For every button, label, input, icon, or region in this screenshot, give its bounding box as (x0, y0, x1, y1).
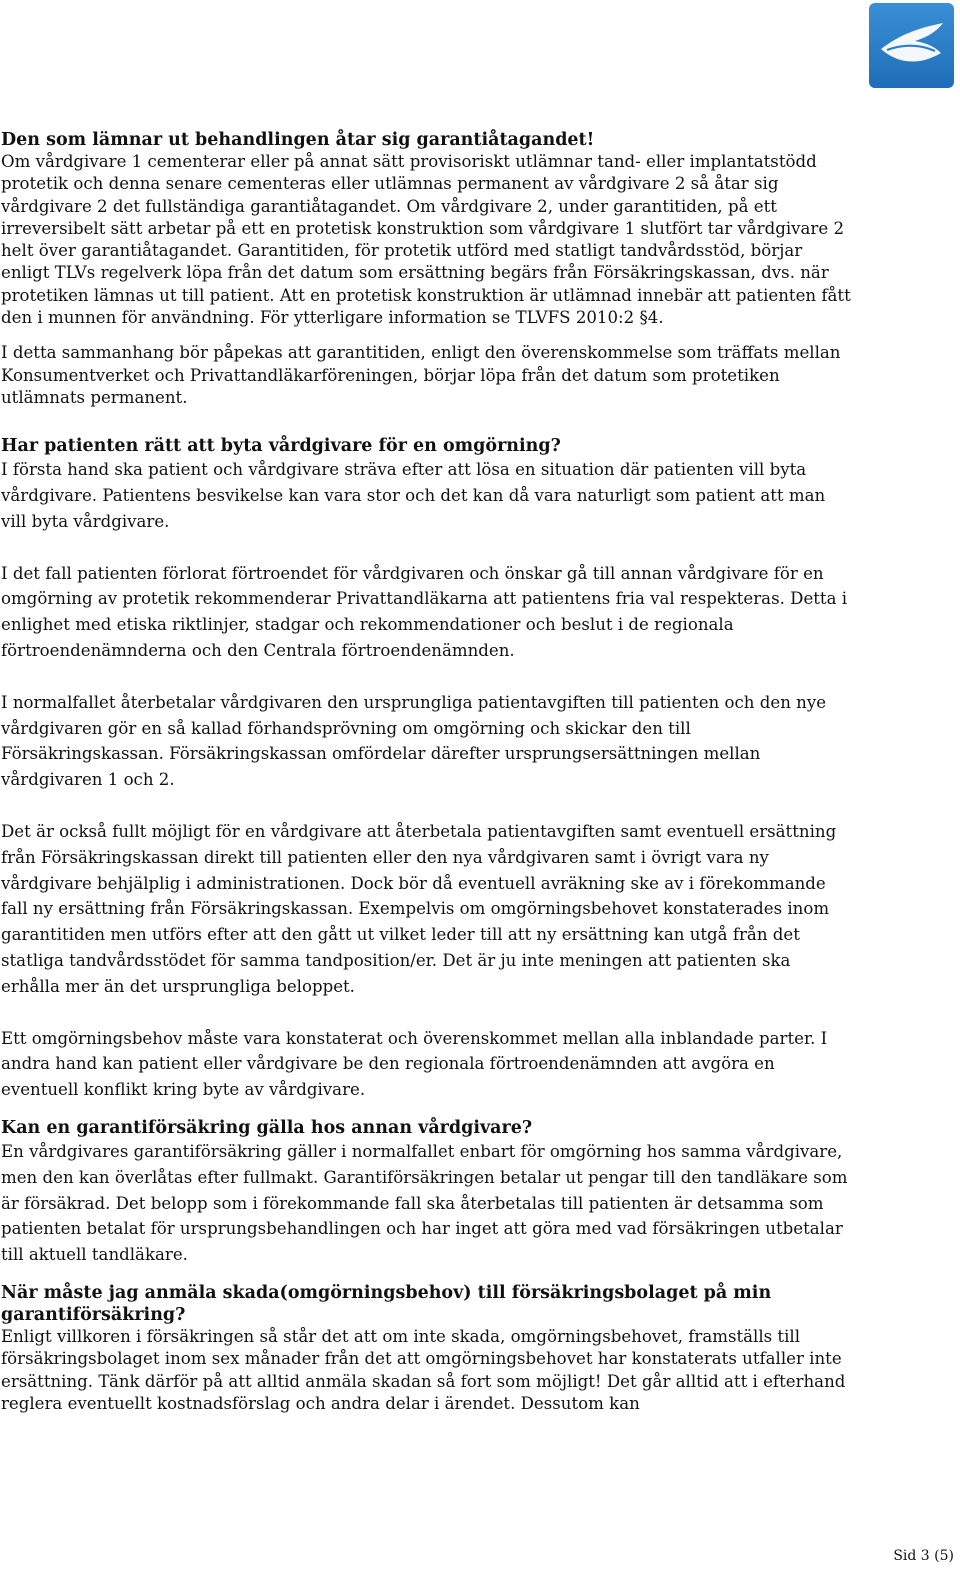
body-paragraph: I normalfallet återbetalar vårdgivaren den ursprungliga patientavgiften till patienten och den nye vårdgivaren gör en så kallad förhandsprövning om omgörning och skickar den till Försäkringskassan. Försäkringskassan omfördelar därefter ursprungsersättningen mellan vårdgivaren 1 och 2. (1, 692, 827, 790)
body-paragraph: Enligt villkoren i försäkringen så står det att om inte skada, omgörningsbehovet, framställs till försäkringsbolaget inom sex månader från det att omgörningsbehovet har konstaterats utfaller inte ersättning. Tänk därför på att alltid anmäla skadan så fort som möjligt! Det går alltid att i efterhand reglera eventuellt kostnadsförslag och andra delar i ärendet. Dessutom kan (1, 1326, 846, 1413)
page-number: Sid 3 (5) (893, 1548, 954, 1564)
document-body (1, 129, 851, 1415)
section-heading: Den som lämnar ut behandlingen åtar sig garantiåtagandet! (1, 130, 595, 150)
section-heading: När måste jag anmäla skada(omgörningsbehov) till försäkringsbolaget på min garantiförsäkring? (1, 1282, 772, 1325)
section-heading: Har patienten rätt att byta vårdgivare för en omgörning? (1, 436, 561, 457)
section-heading: Kan en garantiförsäkring gälla hos annan vårdgivare? (1, 1118, 533, 1138)
body-paragraph: En vårdgivares garantiförsäkring gäller i normalfallet enbart för omgörning hos samma vårdgivare, men den kan överlåtas efter fullmakt. Garantiförsäkringen betalar ut pengar till den tandläkare som är försäkrad. Det belopp som i förekommande fall ska återbetalas till patienten är detsamma som patienten betalat för ursprungsbehandlingen och har inget att göra med vad försäkringen utbetalar till aktuell tandläkare. (1, 1142, 848, 1265)
body-paragraph: Ett omgörningsbehov måste vara konstaterat och överenskommet mellan alla inblandade parter. I andra hand kan patient eller vårdgivare be den regionala förtroendenämnden att avgöra en eventuell konflikt kring byte av vårdgivare. (1, 1028, 828, 1100)
body-paragraph: I första hand ska patient och vårdgivare sträva efter att lösa en situation där patienten vill byta vårdgivare. Patientens besvikelse kan vara stor och det kan då vara naturligt som patient att man vill byta vårdgivare. (1, 460, 826, 531)
body-paragraph: I detta sammanhang bör påpekas att garantitiden, enligt den överenskommelse som träffats mellan Konsumentverket och Privattandläkarföreningen, börjar löpa från det datum som protetiken utlämnats permanent. (1, 343, 841, 407)
body-paragraph: Det är också fullt möjligt för en vårdgivare att återbetala patientavgiften samt eventuell ersättning från Försäkringskassan direkt till patienten eller den nya vårdgivaren samt i övrigt vara ny vårdgivare behjälplig i administrationen. Dock bör då eventuell avräkning ske av i förekommande fall ny ersättning från Försäkringskassan. Exempelvis om omgörningsbehovet konstaterades inom garantitiden men utförs efter att den gått ut vilket leder till att ny ersättning kan utgå från det statliga tandvårdsstödet för samma tandposition/er. Det är ju inte meningen att patienten ska erhålla mer än det ursprungliga beloppet. (1, 822, 837, 996)
lips-logo-icon (869, 3, 954, 88)
body-paragraph: I det fall patienten förlorat förtroendet för vårdgivaren och önskar gå till annan vårdgivare för en omgörning av protetik rekommenderar Privattandläkarna att patientens fria val respekteras. Detta i enlighet med etiska riktlinjer, stadgar och rekommendationer och beslut i de regionala förtroendenämnderna och den Centrala förtroendenämnden. (1, 563, 848, 661)
body-paragraph: Om vårdgivare 1 cementerar eller på annat sätt provisoriskt utlämnar tand- eller implantatstödd protetik och denna senare cementeras eller utlämnas permanent av vårdgivare 2 så åtar sig vårdgivare 2 det fullständiga garantiåtagandet. Om vårdgivare 2, under garantitiden, på ett irreversibelt sätt arbetar på ett en protetisk konstruktion som vårdgivare 1 slutfört tar vårdgivare 2 helt över garantiåtagandet. Garantitiden, för protetik utförd med statligt tandvårdsstöd, börjar enligt TLVs regelverk löpa från det datum som ersättning begärs från Försäkringskassan, dvs. när protetiken lämnas ut till patient. Att en protetisk konstruktion är utlämnad innebär att patienten fått den i munnen för användning. För ytterligare information se TLVFS 2010:2 §4. (1, 152, 851, 328)
